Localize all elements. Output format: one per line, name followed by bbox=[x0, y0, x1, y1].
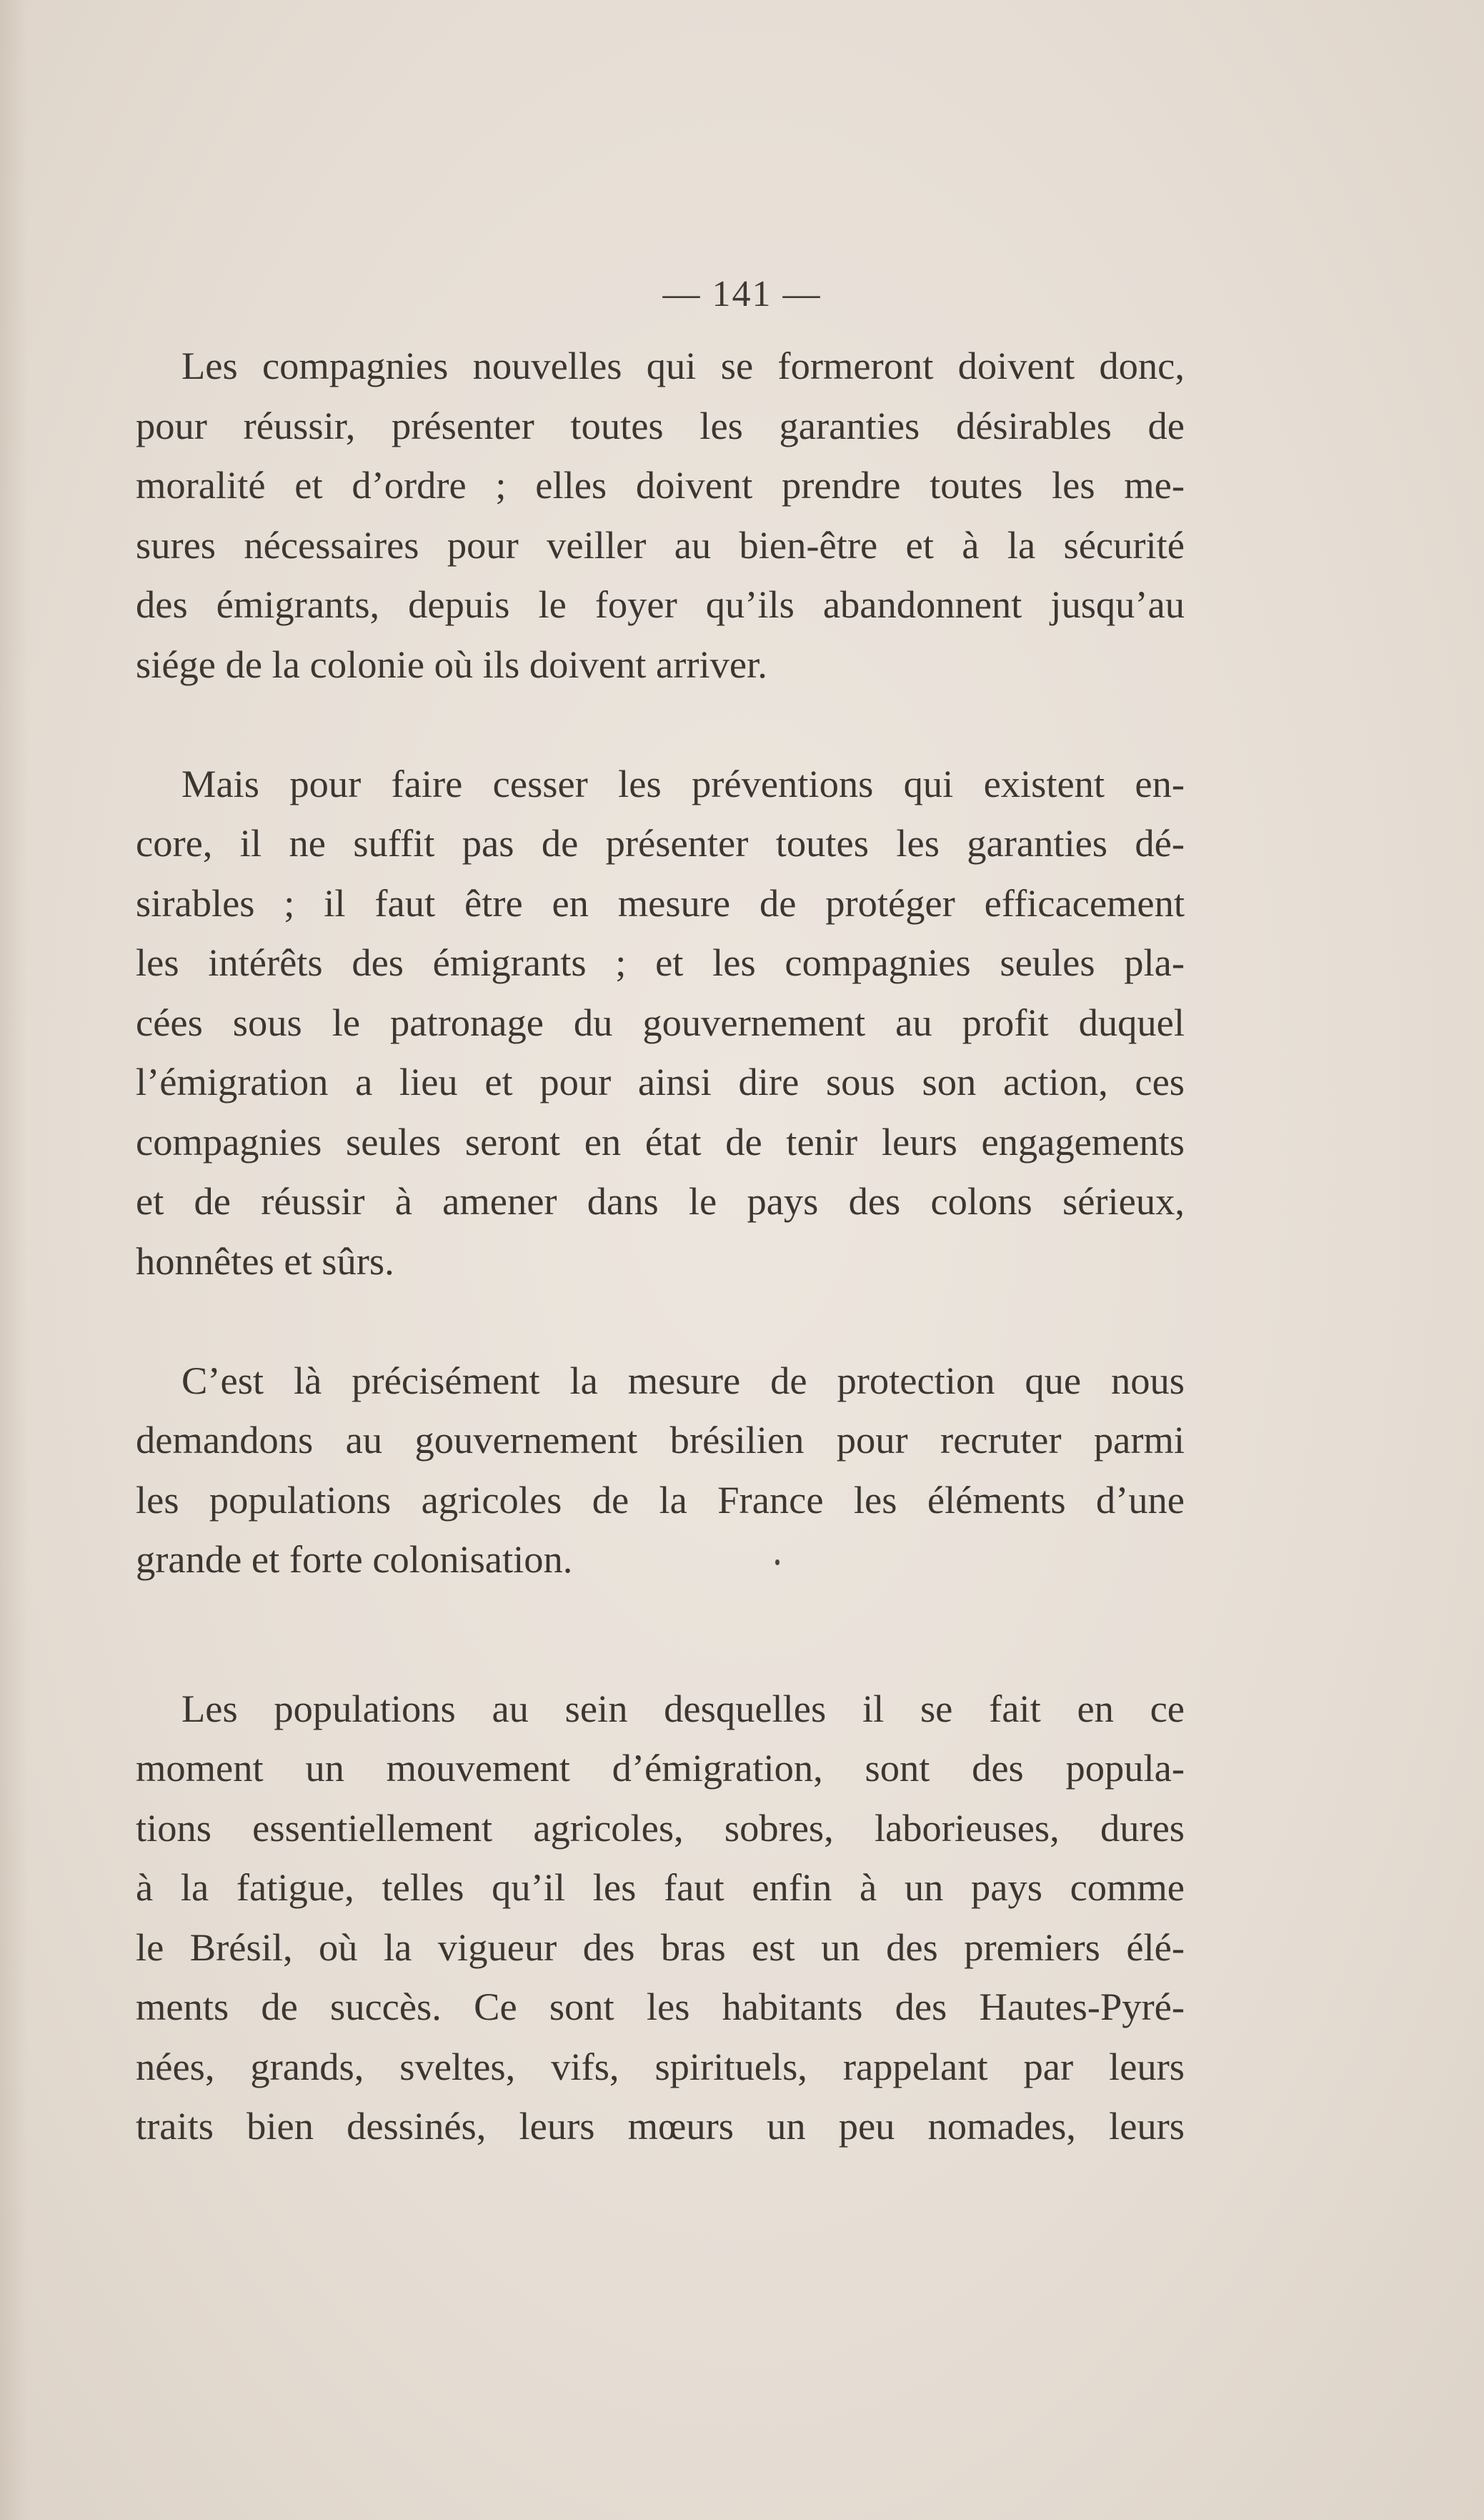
text-line: l’émigration a lieu et pour ainsi dire sous son action, ces bbox=[136, 1060, 1185, 1103]
text-line: demandons au gouvernement brésilien pour recruter parmi bbox=[136, 1418, 1185, 1462]
paragraph-4 bbox=[136, 1679, 1185, 2156]
text-line: grande et forte colonisation. bbox=[136, 1537, 573, 1581]
ink-speck bbox=[775, 1559, 780, 1565]
text-line: compagnies seules seront en état de tenir leurs engagements bbox=[136, 1119, 1185, 1164]
paragraph-2 bbox=[136, 754, 1185, 1291]
text-line: sirables ; il faut être en mesure de protéger efficacement bbox=[136, 880, 1185, 925]
text-line: nées, grands, sveltes, vifs, spirituels, rappelant par leurs bbox=[136, 2044, 1185, 2088]
text-line: moment un mouvement d’émigration, sont des popula- bbox=[136, 1746, 1185, 1790]
text-line: le Brésil, où la vigueur des bras est un des premiers élé- bbox=[136, 1925, 1185, 1969]
text-line: et de réussir à amener dans le pays des colons sérieux, bbox=[136, 1179, 1185, 1223]
text-line: C’est là précisément la mesure de protection que nous bbox=[181, 1358, 1185, 1402]
text-line: siége de la colonie où ils doivent arriver. bbox=[136, 642, 767, 686]
text-line: les intérêts des émigrants ; et les compagnies seules pla- bbox=[136, 941, 1185, 984]
text-line: core, il ne suffit pas de présenter toutes les garanties dé- bbox=[136, 821, 1185, 865]
text-line: Les populations au sein desquelles il se fait en ce bbox=[181, 1686, 1185, 1730]
text-line: Les compagnies nouvelles qui se formeront doivent donc, bbox=[181, 344, 1185, 387]
text-line: les populations agricoles de la France les éléments d’une bbox=[136, 1477, 1185, 1522]
text-line: tions essentiellement agricoles, sobres, laborieuses, dures bbox=[136, 1805, 1185, 1850]
page-number: — 141 — bbox=[662, 274, 822, 314]
text-line: ments de succès. Ce sont les habitants des Hautes-Pyré- bbox=[136, 1985, 1185, 2028]
text-line: à la fatigue, telles qu’il les faut enfin à un pays comme bbox=[136, 1865, 1185, 1909]
paragraph-1 bbox=[136, 336, 1185, 694]
text-line: sures nécessaires pour veiller au bien-être et à la sécurité bbox=[136, 522, 1185, 567]
body-text bbox=[136, 336, 1185, 2156]
text-line: Mais pour faire cesser les préventions qui existent en- bbox=[181, 761, 1185, 805]
text-line: traits bien dessinés, leurs mœurs un peu nomades, leurs bbox=[136, 2104, 1185, 2148]
text-line: des émigrants, depuis le foyer qu’ils abandonnent jusqu’au bbox=[136, 582, 1185, 626]
text-line: pour réussir, présenter toutes les garanties désirables de bbox=[136, 403, 1185, 447]
text-line: moralité et d’ordre ; elles doivent prendre toutes les me- bbox=[136, 463, 1185, 507]
paragraph-3 bbox=[136, 1351, 1185, 1589]
text-line: honnêtes et sûrs. bbox=[136, 1239, 394, 1283]
text-line: cées sous le patronage du gouvernement au profit duquel bbox=[136, 1000, 1185, 1044]
